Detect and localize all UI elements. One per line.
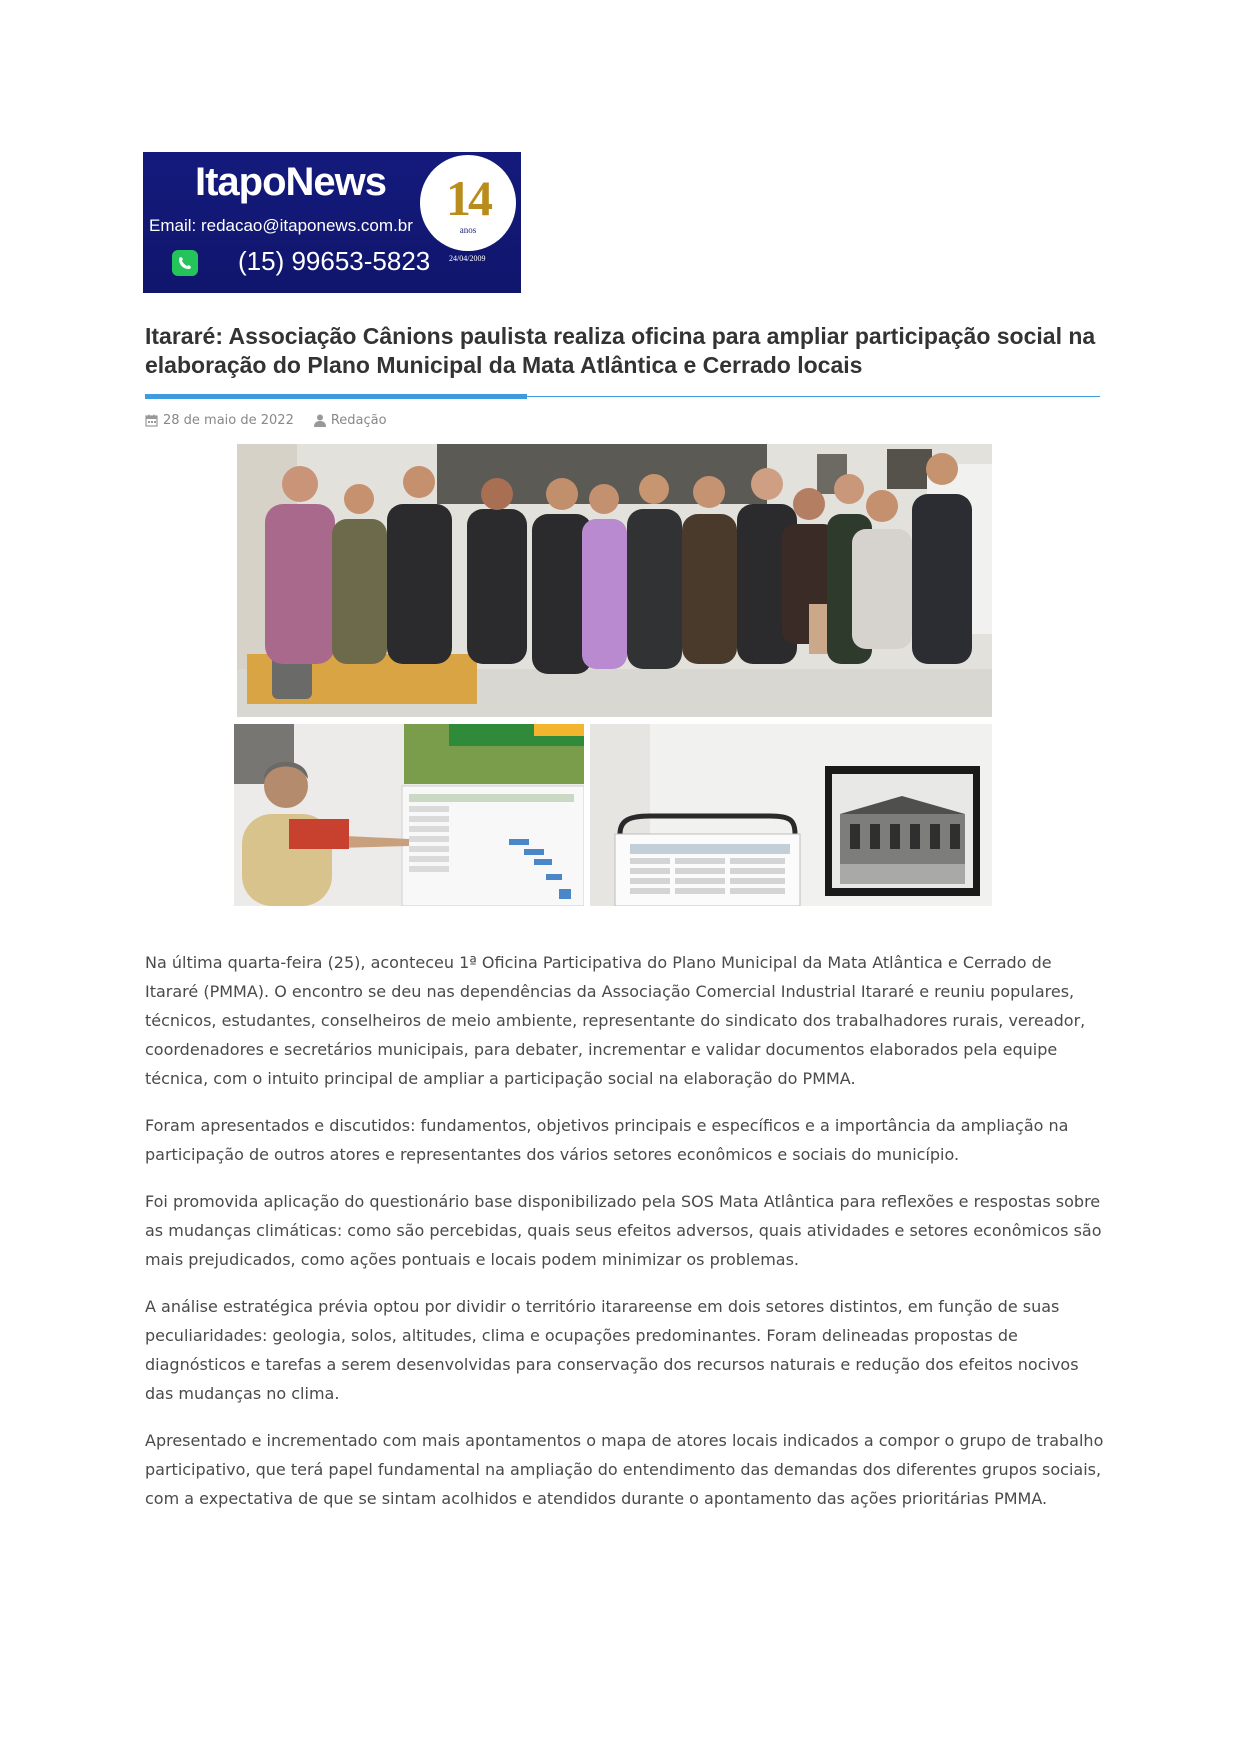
article-body [145,948,1105,1531]
badge-date: 24/04/2009 [449,254,486,263]
meta-author [314,413,387,428]
itaponews-logo[interactable] [143,152,521,293]
meeting-room-photo [590,724,992,906]
badge-sub: anos [459,225,477,235]
meta-author-text[interactable]: Redação [330,413,387,428]
group-photo [237,444,992,717]
meta-date-text[interactable]: 28 de maio de 2022 [163,413,294,428]
user-icon [314,414,326,427]
logo-brand: ItapoNews [195,160,387,204]
logo-phone: (15) 99653-5823 [238,246,431,276]
title-divider-accent [145,394,527,399]
anniversary-badge [420,155,516,251]
paragraph: Apresentado e incrementado com mais apontamentos o mapa de atores locais indicados a compor o grupo de trabalho participativo, que terá papel fundamental na ampliação do entendimento das demandas dos diferentes grupos sociais, com a expectativa de que se sintam acolhidos e atendidos durante o apontamento das ações prioritárias PMMA. [145,1431,1104,1508]
presentation-photo [234,724,584,906]
logo-email: Email: redacao@itaponews.com.br [149,216,413,235]
article-meta [145,413,387,428]
paragraph: Foram apresentados e discutidos: fundamentos, objetivos principais e específicos e a importância da ampliação na participação de outros atores e representantes dos vários setores econômicos e sociais do município. [145,1116,1069,1164]
calendar-icon [145,414,158,427]
paragraph: Na última quarta-feira (25), aconteceu 1ª Oficina Participativa do Plano Municipal da Mata Atlântica e Cerrado de Itararé (PMMA). O encontro se deu nas dependências da Associação Comercial Industrial Itararé e reuniu populares, técnicos, estudantes, conselheiros de meio ambiente, representante do sindicato dos trabalhadores rurais, vereador, coordenadores e secretários municipais, para debater, incrementar e validar documentos elaborados pela equipe técnica, com o intuito principal de ampliar a participação social na elaboração do PMMA. [145,953,1086,1088]
paragraph: A análise estratégica prévia optou por dividir o território itarareense em dois setores distintos, em função de suas peculiaridades: geologia, solos, altitudes, clima e ocupações predominantes. Foram delineadas propostas de diagnósticos e tarefas a serem desenvolvidas para conservação dos recursos naturais e redução dos efeitos nocivos das mudanças no clima. [145,1297,1079,1403]
article-title: Itararé: Associação Cânions paulista realiza oficina para ampliar participação social na elaboração do Plano Municipal da Mata Atlântica e Cerrado locais [145,323,1096,378]
paragraph: Foi promovida aplicação do questionário base disponibilizado pela SOS Mata Atlântica para reflexões e respostas sobre as mudanças climáticas: como são percebidas, quais seus efeitos adversos, quais atividades e setores econômicos são mais prejudicados, como ações pontuais e locais podem minimizar os problemas. [145,1192,1102,1269]
meta-date [145,413,294,428]
badge-number: 14 [446,170,490,226]
whatsapp-icon [172,250,198,276]
